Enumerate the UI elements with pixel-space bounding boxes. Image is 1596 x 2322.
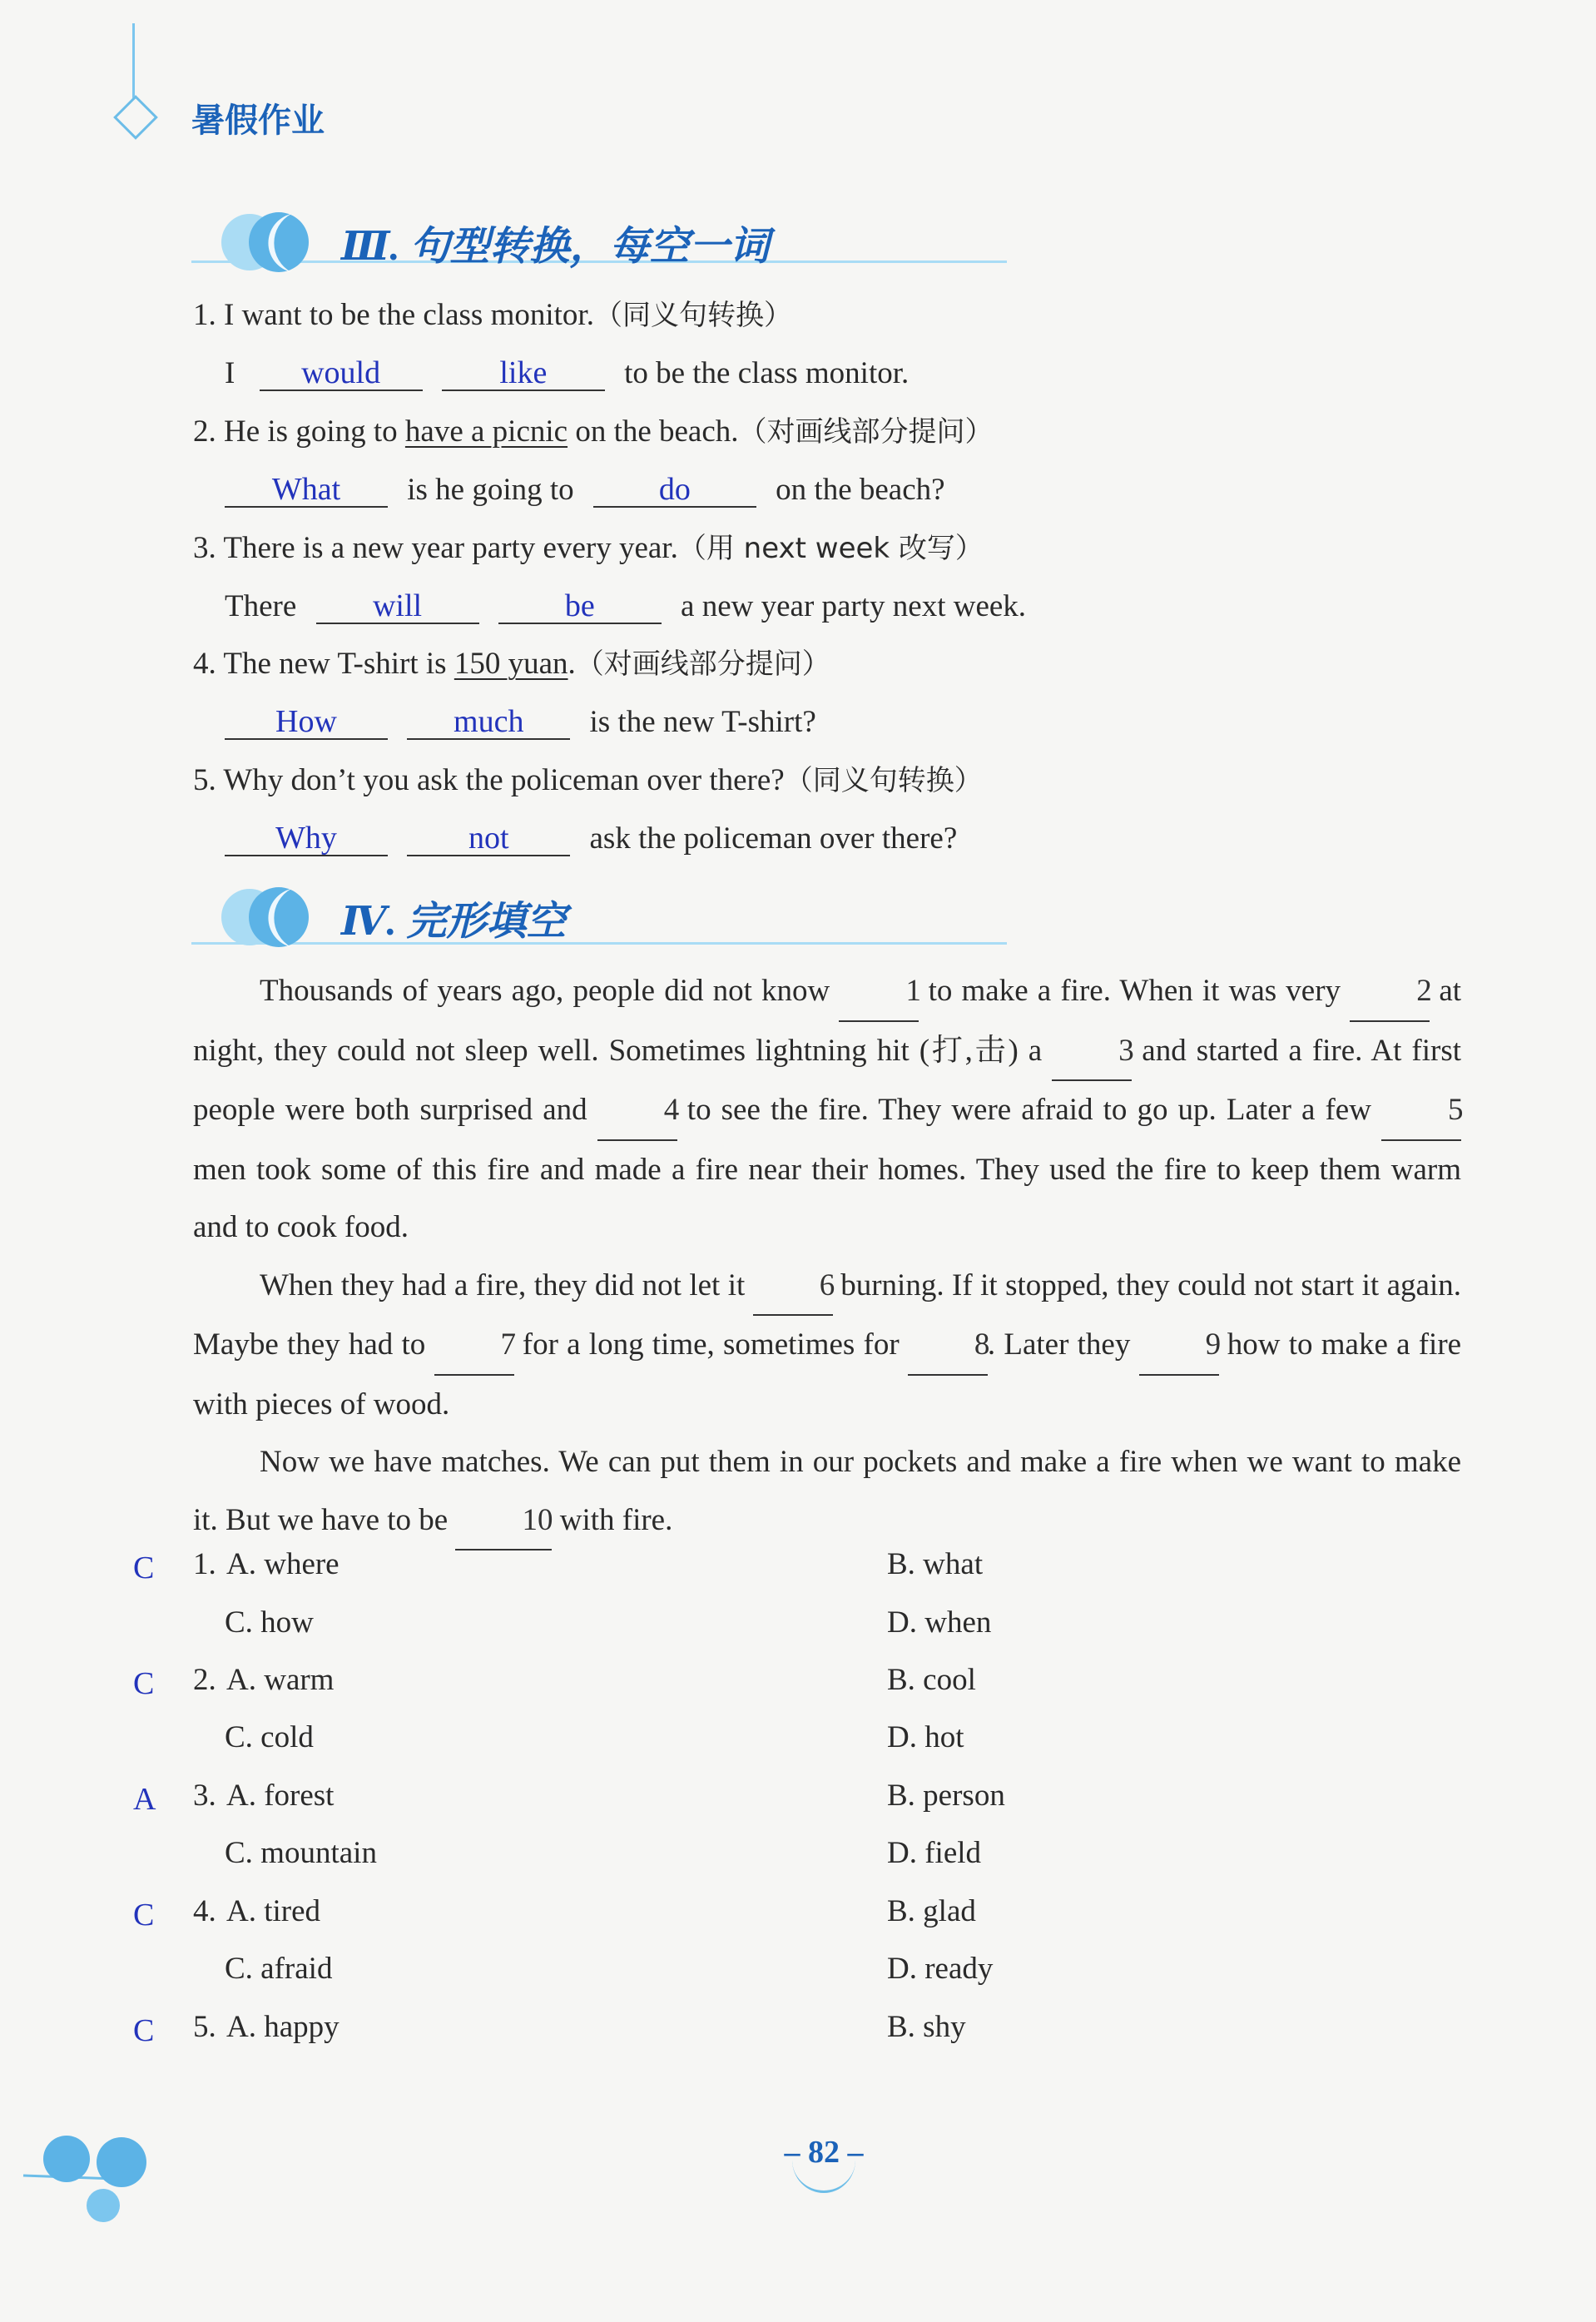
option-d[interactable]: D. when [887, 1605, 992, 1640]
option-a[interactable]: A. warm [226, 1663, 335, 1697]
answer-blank[interactable]: be [498, 589, 662, 624]
page-number: 82 [808, 2135, 840, 2170]
bubble-decoration-icon [17, 2114, 166, 2230]
s3-q2: 2. He is going to have a picnic on the beach.（对画线部分提问） [193, 414, 994, 449]
cloze-blank[interactable]: 2 [1350, 962, 1430, 1022]
answer-blank[interactable]: would [260, 356, 423, 391]
answer-mark: C [133, 1550, 155, 1585]
cloze-passage [193, 962, 1464, 1550]
s3-q4: 4. The new T-shirt is 150 yuan.（对画线部分提问） [193, 647, 830, 681]
option-b[interactable]: B. what [887, 1547, 984, 1581]
cloze-blank[interactable]: 1 [839, 962, 919, 1022]
answer-blank[interactable]: will [316, 589, 479, 624]
answer-blank[interactable]: like [442, 356, 605, 391]
answer-blank[interactable]: How [225, 705, 388, 740]
option-d[interactable]: D. hot [887, 1720, 964, 1754]
option-a[interactable]: A. forest [226, 1779, 335, 1813]
s3-q1: 1. I want to be the class monitor.（同义句转换） [193, 298, 792, 332]
option-a[interactable]: A. tired [226, 1894, 321, 1928]
s3-a3: There will be a new year party next week. [225, 588, 1027, 623]
passage-paragraph-3: Now we have matches. We can put them in our pockets and make a fire when we want to make it. But we have to be 10 with fire. [193, 1433, 1461, 1550]
passage-paragraph-2: When they had a fire, they did not let it 6 burning. If it stopped, they could not start it again. Maybe they had to 7 for a long time, sometimes for 8. Later they 9 how to make a fire with pieces of wood. [193, 1257, 1461, 1434]
s3-q3: 3. There is a new year party every year.（用 next week 改写） [193, 531, 984, 565]
header-title: 暑假作业 [191, 102, 325, 140]
option-b[interactable]: B. shy [887, 2010, 966, 2044]
answer-mark: C [133, 1666, 155, 1701]
cloze-blank[interactable]: 7 [434, 1316, 514, 1376]
header-vertical-line [132, 23, 135, 107]
section4-title: Ⅳ. 完形填空 [341, 900, 567, 944]
s3-a1: I would like to be the class monitor. [225, 355, 910, 390]
cloze-blank[interactable]: 3 [1052, 1022, 1132, 1082]
option-a[interactable]: A. where [226, 1547, 340, 1581]
passage-paragraph-1: Thousands of years ago, people did not know 1 to make a fire. When it was very 2 at night, they could not sleep well. Sometimes lightning hit (打,击) a 3 and started a fire. At first people were both surprised and 4 to see the fire. They were afraid to go up. Later a few 5 men took some of this fire and made a fire near their homes. They used the fire to keep them warm and to cook food. [193, 962, 1461, 1257]
answer-mark: C [133, 1898, 155, 1933]
s3-q5: 5. Why don’t you ask the policeman over there?（同义句转换） [193, 763, 983, 797]
cloze-blank[interactable]: 10 [455, 1491, 552, 1551]
option-b[interactable]: B. cool [887, 1663, 976, 1697]
answer-mark: C [133, 2013, 155, 2048]
answer-blank[interactable]: do [593, 473, 756, 508]
answer-blank[interactable]: much [407, 705, 570, 740]
cloze-blank[interactable]: 6 [753, 1257, 833, 1317]
s3-a5: Why not ask the policeman over there? [225, 819, 957, 859]
cloze-blank[interactable]: 5 [1381, 1081, 1461, 1141]
page-number-badge: – 82 – [774, 2121, 874, 2187]
option-c[interactable]: C. mountain [225, 1836, 377, 1870]
answer-blank[interactable]: not [407, 821, 570, 856]
option-a[interactable]: A. happy [226, 2010, 340, 2044]
s3-a2: What is he going to do on the beach? [225, 470, 945, 510]
option-b[interactable]: B. person [887, 1779, 1005, 1813]
answer-blank[interactable]: Why [225, 821, 388, 856]
cloze-blank[interactable]: 8 [908, 1316, 988, 1376]
answer-mark: A [133, 1782, 156, 1817]
option-d[interactable]: D. field [887, 1836, 982, 1870]
option-c[interactable]: C. how [225, 1605, 314, 1640]
section4-header-decoration [191, 887, 1007, 952]
diamond-icon [113, 95, 158, 140]
option-b[interactable]: B. glad [887, 1894, 976, 1928]
option-d[interactable]: D. ready [887, 1952, 994, 1986]
section-bubble-icon [191, 887, 1007, 952]
cloze-blank[interactable]: 9 [1139, 1316, 1219, 1376]
option-c[interactable]: C. cold [225, 1720, 314, 1754]
cloze-blank[interactable]: 4 [597, 1081, 677, 1141]
option-c[interactable]: C. afraid [225, 1952, 333, 1986]
s3-a4: How much is the new T-shirt? [225, 702, 816, 742]
section3-title: Ⅲ. 句型转换，每空一词 [341, 225, 770, 269]
answer-blank[interactable]: What [225, 473, 388, 508]
